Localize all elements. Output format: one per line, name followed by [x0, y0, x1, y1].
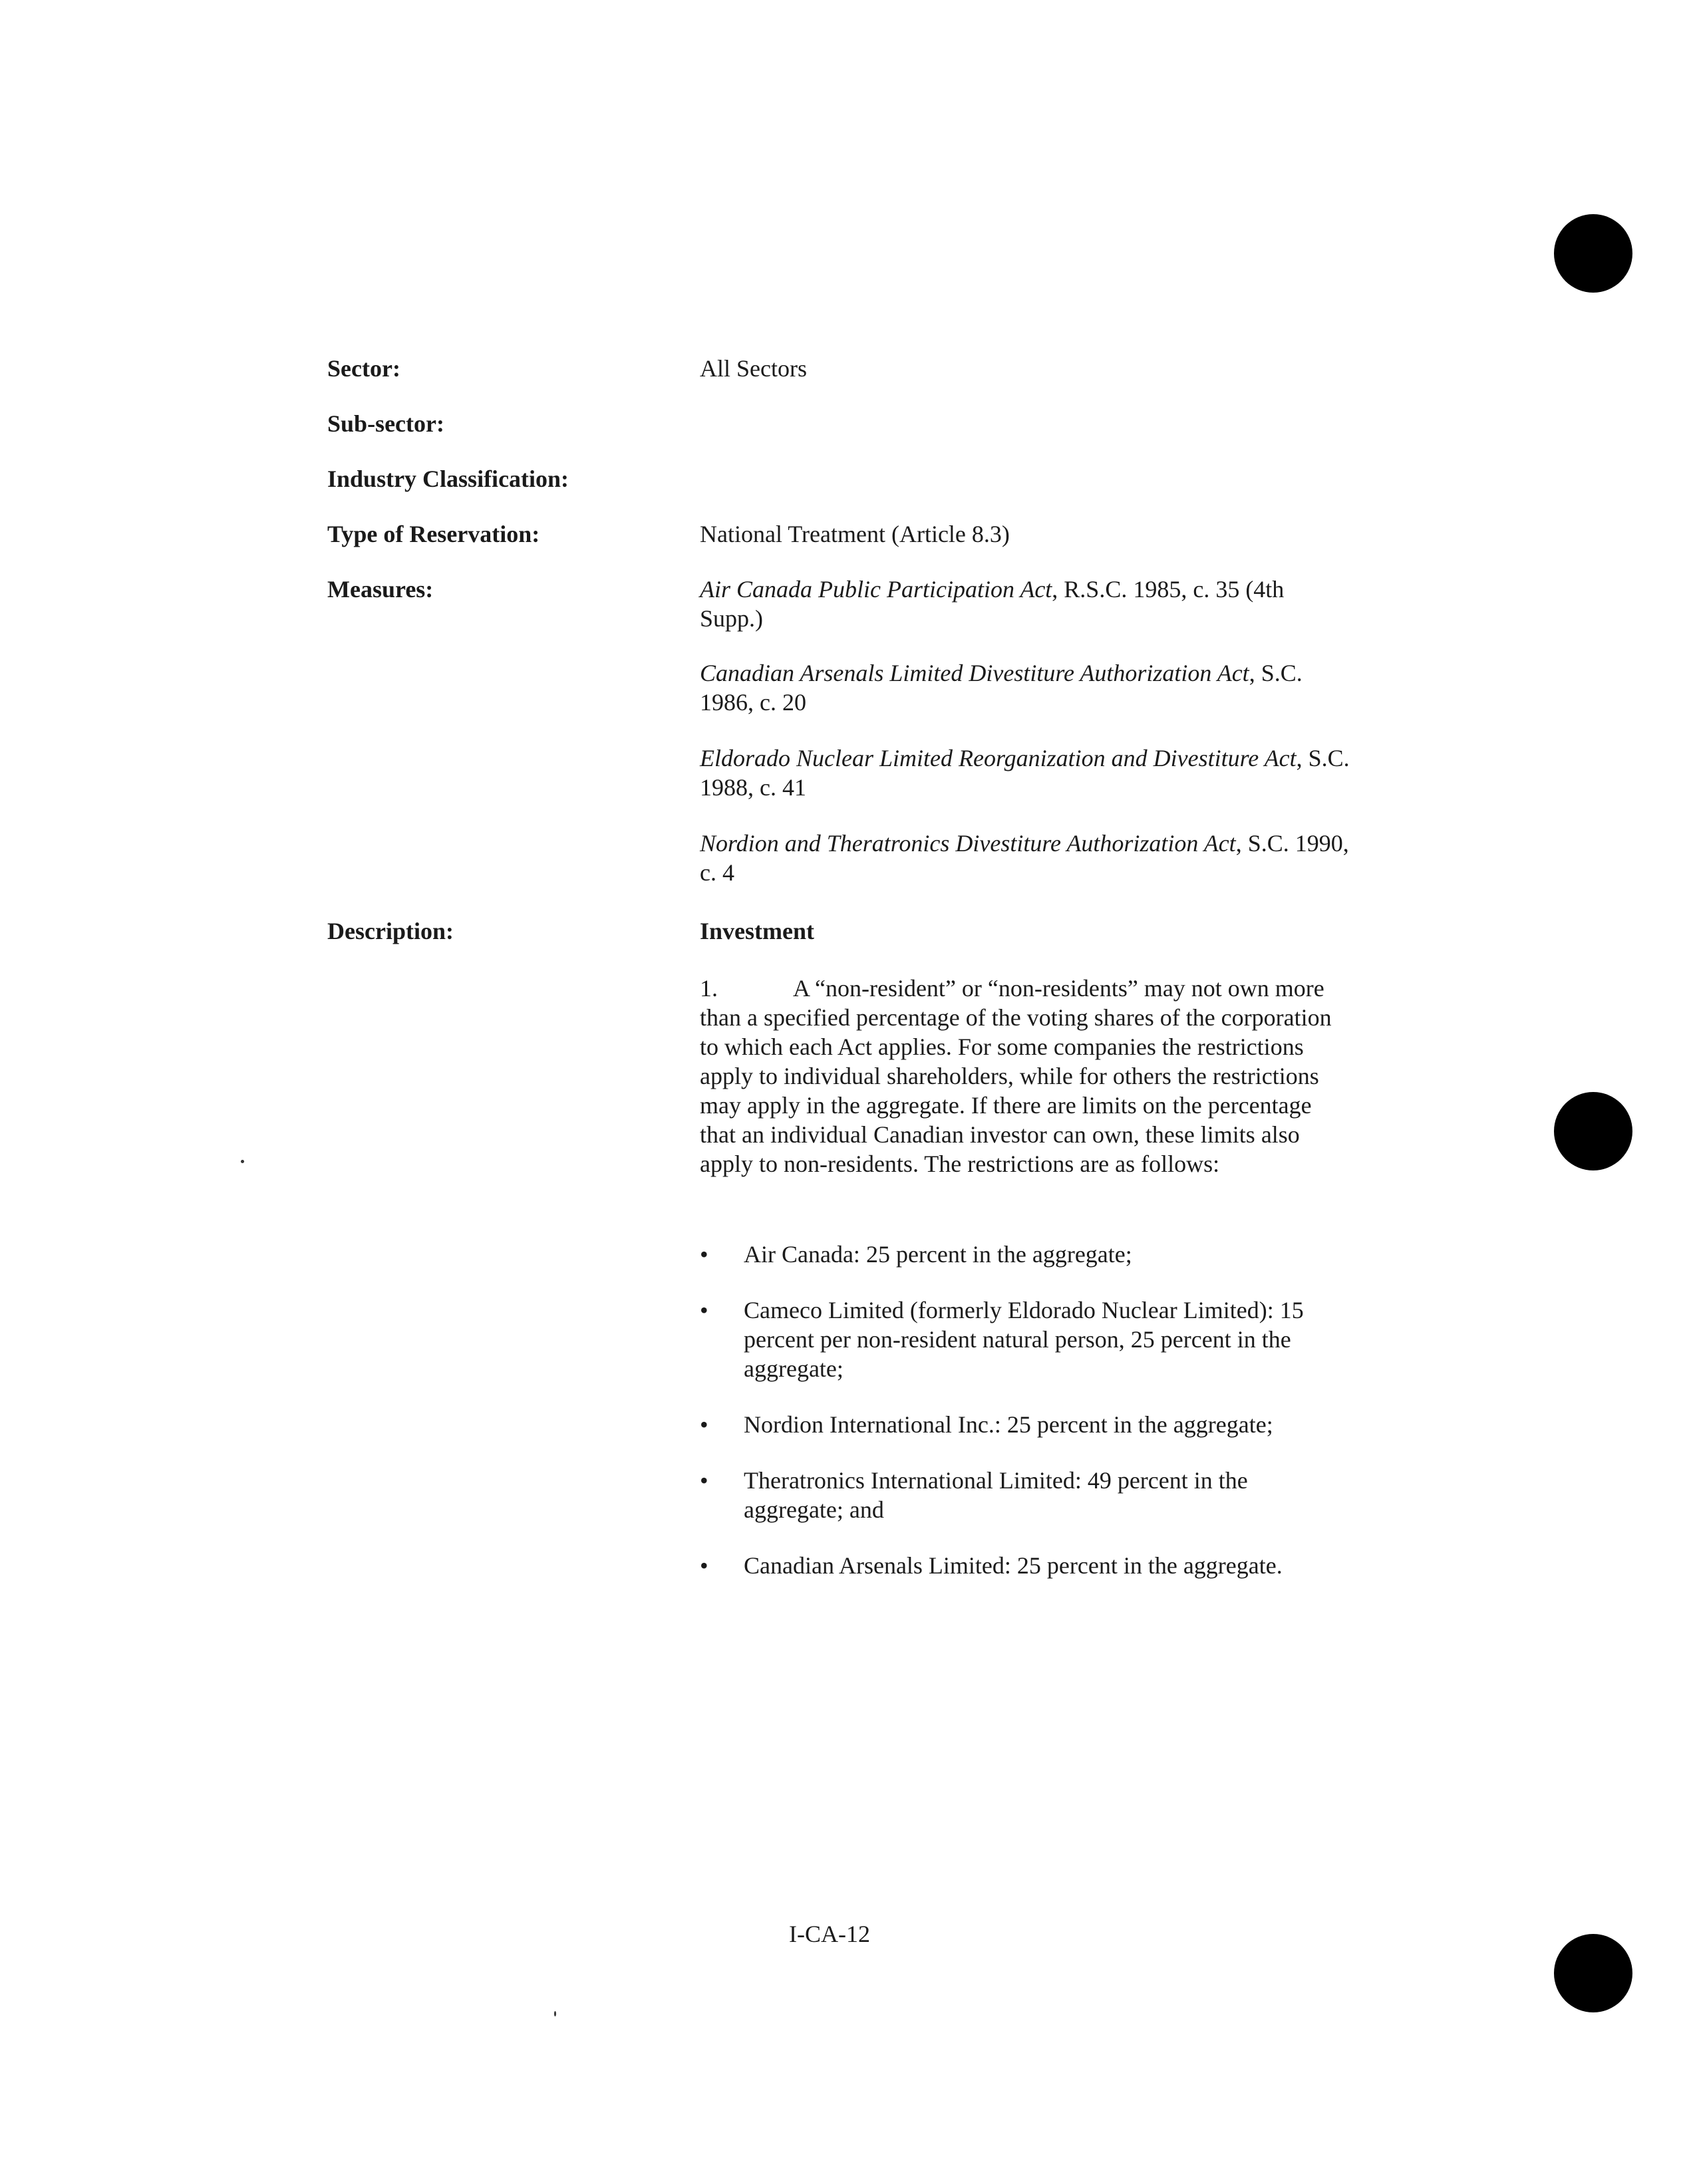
sector-label: Sector:: [327, 355, 400, 382]
list-item-text: Theratronics International Limited: 49 percent in the aggregate; and: [744, 1467, 1248, 1523]
list-item: [700, 1296, 1352, 1383]
description-paragraph: [700, 974, 1352, 1178]
description-heading: Investment: [700, 918, 814, 944]
scan-speck: [241, 1160, 244, 1163]
bullet-icon: •: [700, 1552, 708, 1579]
scan-speck: [554, 2011, 556, 2016]
subsector-label: Sub-sector:: [327, 410, 444, 437]
paragraph-text: A “non-resident” or “non-residents” may not own more than a specified percentage of the voting shares of the corporation to which each Act applies. For some companies the restrictions apply to individual shareholders, while for others the restrictions may apply in the aggregate. If there are limits on the percentage that an individual Canadian investor can own, these limits also apply to non-residents. The restrictions are as follows:: [700, 975, 1332, 1177]
industry-classification-label: Industry Classification:: [327, 466, 569, 492]
paragraph-number: 1.: [700, 975, 718, 1002]
measure-item: [700, 744, 1352, 802]
measure-citation: , S.C. 1990, c. 4: [700, 830, 1349, 886]
punch-hole: [1554, 214, 1632, 293]
measures-label: Measures:: [327, 576, 434, 603]
measure-title: Eldorado Nuclear Limited Reorganization and Divestiture Act: [700, 745, 1297, 771]
measure-citation: , S.C. 1988, c. 41: [700, 745, 1350, 801]
list-item-text: Canadian Arsenals Limited: 25 percent in the aggregate.: [744, 1552, 1283, 1579]
measure-title: Air Canada Public Participation Act: [700, 576, 1052, 603]
sector-value: All Sectors: [700, 355, 807, 382]
bullet-icon: •: [700, 1241, 708, 1268]
punch-hole: [1554, 1934, 1632, 2012]
list-item: [700, 1551, 1352, 1580]
page-number: I-CA-12: [789, 1921, 870, 1947]
measure-title: Nordion and Theratronics Divestiture Authorization Act: [700, 830, 1236, 857]
list-item-text: Cameco Limited (formerly Eldorado Nuclear Limited): 15 percent per non-resident natural person, 25 percent in the aggregate;: [744, 1297, 1304, 1382]
list-item: [700, 1410, 1352, 1439]
measure-title: Canadian Arsenals Limited Divestiture Authorization Act: [700, 660, 1249, 686]
measure-citation: , S.C. 1986, c. 20: [700, 660, 1303, 716]
bullet-icon: •: [700, 1467, 708, 1494]
measure-item: [700, 575, 1352, 633]
description-label: Description:: [327, 918, 454, 944]
list-item-text: Air Canada: 25 percent in the aggregate;: [744, 1241, 1132, 1268]
type-of-reservation-label: Type of Reservation:: [327, 521, 540, 547]
measure-item: [700, 658, 1352, 717]
measure-citation: , R.S.C. 1985, c. 35 (4th Supp.): [700, 576, 1285, 632]
restrictions-list: [700, 1240, 1352, 1607]
measure-item: [700, 829, 1352, 887]
bullet-icon: •: [700, 1297, 708, 1323]
list-item: [700, 1240, 1352, 1269]
list-item-text: Nordion International Inc.: 25 percent in the aggregate;: [744, 1411, 1273, 1438]
bullet-icon: •: [700, 1411, 708, 1438]
list-item: [700, 1466, 1352, 1524]
punch-hole: [1554, 1092, 1632, 1170]
type-of-reservation-value: National Treatment (Article 8.3): [700, 521, 1010, 547]
